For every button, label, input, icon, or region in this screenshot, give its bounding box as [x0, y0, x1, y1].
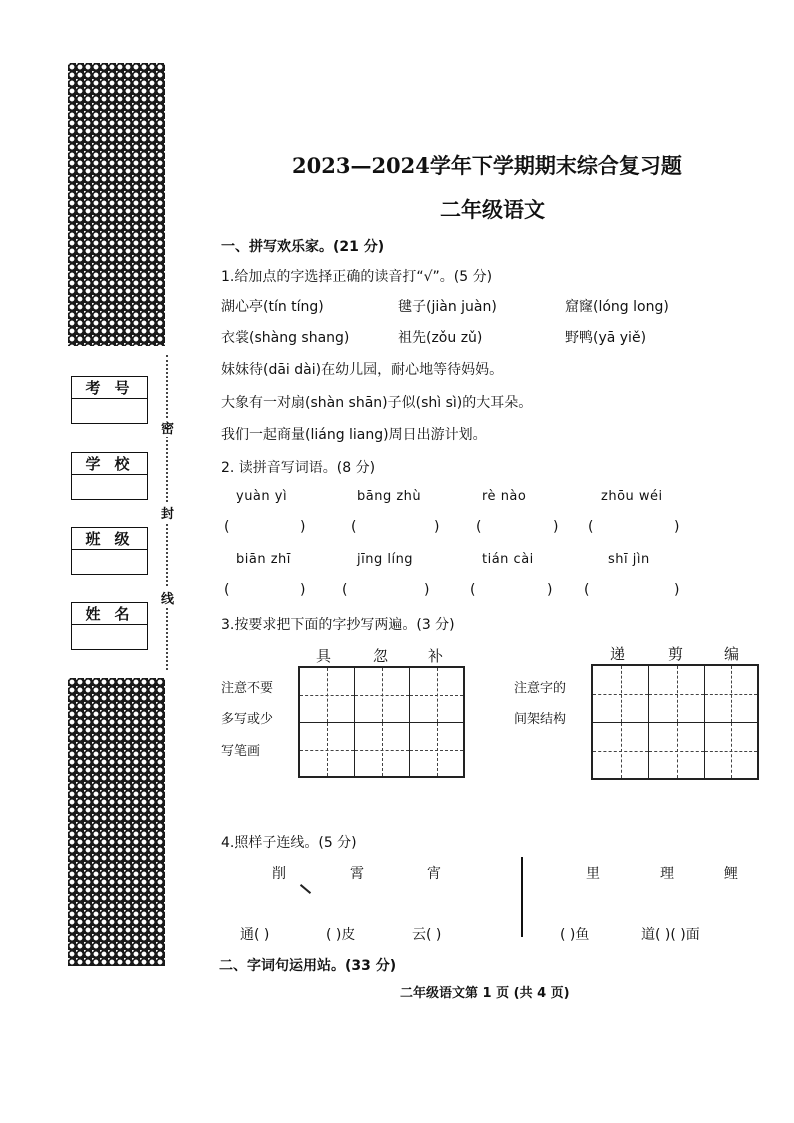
answer-paren-close: ) [553, 519, 559, 535]
name-box [71, 602, 148, 650]
grid-cell [299, 722, 355, 777]
grid-cell [648, 722, 705, 779]
sample-line [300, 884, 311, 894]
school-label: 学校 [72, 453, 147, 475]
copy-char: 递 [610, 645, 626, 663]
seal-char-xian: 线 [161, 588, 174, 607]
grid-cell [704, 722, 758, 779]
pinyin-item: jīng líng [357, 552, 414, 567]
answer-paren-open: ( [342, 582, 348, 598]
grid-cell [354, 722, 410, 777]
copy-char: 具 [316, 647, 332, 665]
answer-paren-open: ( [584, 582, 590, 598]
match-item: 通( ) [240, 927, 270, 943]
seal-char-feng: 封 [161, 503, 174, 522]
answer-paren-close: ) [434, 519, 440, 535]
class-label: 班级 [72, 528, 147, 550]
copy-char: 忽 [373, 647, 389, 665]
q1-item: 湖心亭(tín tíng) [221, 299, 324, 315]
pinyin-item: tián cài [482, 552, 534, 567]
grid-cell [354, 667, 410, 723]
section2-heading: 二、字词句运用站。(33 分) [219, 958, 397, 974]
q1-sentence: 妹妹待(dāi dài)在幼儿园，耐心地等待妈妈。 [221, 362, 504, 378]
grid-cell [409, 667, 464, 723]
pinyin-item: yuàn yì [236, 489, 288, 504]
section1-heading: 一、拼写欢乐家。(21 分) [221, 239, 385, 255]
copy-note: 写笔画 [221, 744, 261, 759]
q2-prompt: 2. 读拼音写词语。(8 分) [221, 460, 376, 476]
page-title: 2023—2024学年下学期期末综合复习题 [292, 153, 682, 178]
answer-paren-open: ( [588, 519, 594, 535]
answer-paren-close: ) [424, 582, 430, 598]
pinyin-item: biān zhī [236, 552, 291, 567]
q4-prompt: 4.照样子连线。(5 分) [221, 835, 357, 851]
grid-cell [299, 667, 355, 723]
match-item: 云( ) [412, 927, 442, 943]
answer-paren-open: ( [224, 519, 230, 535]
answer-paren-open: ( [224, 582, 230, 598]
grid-cell [409, 722, 464, 777]
q1-prompt: 1.给加点的字选择正确的读音打“√”。(5 分) [221, 269, 493, 285]
q1-item: 毽子(jiàn juàn) [398, 299, 497, 315]
class-box [71, 527, 148, 575]
writing-grid-left [298, 666, 465, 778]
answer-paren-close: ) [674, 582, 680, 598]
q1-sentence: 我们一起商量(liáng liang)周日出游计划。 [221, 427, 487, 443]
grid-cell [648, 665, 705, 723]
match-char: 里 [586, 866, 600, 882]
copy-note: 注意不要 [221, 681, 274, 696]
match-char: 削 [272, 866, 286, 882]
match-char: 霄 [350, 866, 364, 882]
copy-char: 剪 [668, 645, 684, 663]
match-char: 理 [660, 866, 674, 882]
column-divider [521, 857, 523, 937]
pinyin-item: shī jìn [608, 552, 650, 567]
copy-note: 注意字的 [514, 681, 567, 696]
answer-paren-open: ( [351, 519, 357, 535]
binding-pattern-bottom [68, 678, 165, 966]
match-item: ( )鱼 [560, 927, 590, 943]
q1-item: 衣裳(shàng shang) [221, 330, 350, 346]
copy-note: 多写或少 [221, 712, 274, 727]
copy-char: 补 [428, 647, 444, 665]
exam-number-box [71, 376, 148, 424]
seal-char-mi: 密 [161, 418, 174, 437]
pinyin-item: zhōu wéi [601, 489, 663, 504]
name-label: 姓名 [72, 603, 147, 625]
match-char: 鲤 [724, 866, 738, 882]
binding-pattern-top [68, 63, 165, 346]
writing-grid-right [591, 664, 759, 780]
page-footer: 二年级语文第 1 页 (共 4 页) [400, 986, 570, 1001]
answer-paren-close: ) [674, 519, 680, 535]
grid-cell [704, 665, 758, 723]
q3-prompt: 3.按要求把下面的字抄写两遍。(3 分) [221, 617, 455, 633]
answer-paren-close: ) [300, 519, 306, 535]
pinyin-item: bāng zhù [357, 489, 422, 504]
answer-paren-close: ) [547, 582, 553, 598]
match-item: ( )皮 [326, 927, 356, 943]
answer-paren-close: ) [300, 582, 306, 598]
school-box [71, 452, 148, 500]
q1-item: 祖先(zǒu zǔ) [398, 330, 483, 346]
answer-paren-open: ( [470, 582, 476, 598]
q1-sentence: 大象有一对扇(shàn shān)子似(shì sì)的大耳朵。 [221, 395, 533, 411]
grid-cell [592, 722, 649, 779]
page-subtitle: 二年级语文 [440, 197, 545, 222]
grid-cell [592, 665, 649, 723]
exam-number-label: 考号 [72, 377, 147, 399]
answer-paren-open: ( [476, 519, 482, 535]
copy-char: 编 [724, 645, 740, 663]
match-char: 宵 [427, 866, 441, 882]
match-item: 道( )( )面 [641, 927, 700, 943]
q1-item: 窟窿(lóng long) [565, 299, 669, 315]
q1-item: 野鸭(yā yiě) [565, 330, 647, 346]
copy-note: 间架结构 [514, 712, 567, 727]
pinyin-item: rè nào [482, 489, 527, 504]
